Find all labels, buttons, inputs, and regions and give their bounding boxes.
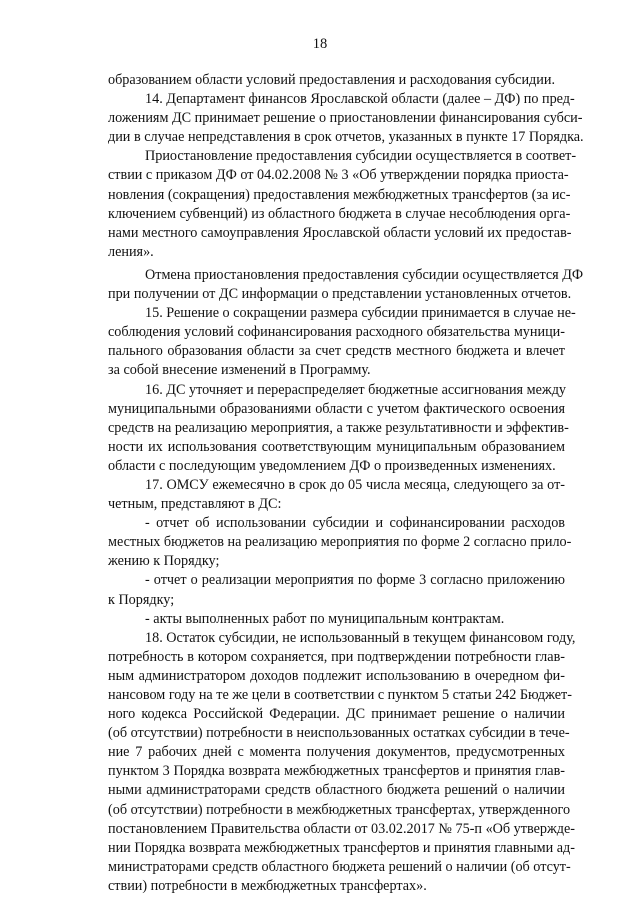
- text-line: - акты выполненных работ по муниципальным контрактам.: [145, 610, 505, 627]
- text-line: ности их использования соответствующим муниципальным образованием: [108, 438, 565, 455]
- paragraph-p14b: [108, 147, 577, 262]
- paragraph-p18: [108, 629, 576, 896]
- text-line: области с последующим уведомлением ДФ о произведенных изменениях.: [108, 457, 556, 474]
- text-line: соблюдения условий софинансирования расходного обязательства муници-: [108, 324, 565, 341]
- paragraph-p0: [108, 71, 565, 90]
- paragraph-p17b: [108, 571, 565, 609]
- text-line: ствии) потребности в межбюджетных трансфертах».: [108, 877, 427, 894]
- text-line: пунктом 3 Порядка возврата межбюджетных трансфертов и принятия глав-: [108, 763, 565, 780]
- text-line: (об отсутствии) потребности в межбюджетных трансфертах, утвержденного: [108, 801, 571, 818]
- text-line: местных бюджетов на реализацию мероприятия по форме 2 согласно прило-: [108, 534, 572, 551]
- text-line: Отмена приостановления предоставления субсидии осуществляется ДФ: [145, 266, 584, 283]
- text-line: ствии с приказом ДФ от 04.02.2008 № 3 «Об утверждении порядка приоста-: [108, 167, 569, 184]
- text-line: 16. ДС уточняет и перераспределяет бюджетные ассигнования между: [145, 381, 567, 398]
- paragraph-p14: [108, 90, 584, 147]
- text-line: жению к Порядку;: [108, 553, 220, 570]
- text-line: - отчет об использовании субсидии и софинансировании расходов: [145, 515, 565, 532]
- text-line: за собой внесение изменений в Программу.: [108, 362, 371, 379]
- paragraph-p17: [108, 476, 565, 514]
- text-line: ления».: [108, 243, 154, 260]
- text-line: ложениям ДС принимает решение о приостановлении финансирования субси-: [108, 110, 583, 127]
- page-number: 18: [312, 36, 328, 52]
- text-line: дии в случае непредставления в срок отчетов, указанных в пункте 17 Порядка.: [108, 129, 584, 146]
- text-line: нансовом году на те же цели в соответствии с пунктом 5 статьи 242 Бюджет-: [108, 687, 572, 703]
- text-line: (об отсутствии) потребности в неиспользованных остатках субсидии в тече-: [108, 725, 570, 742]
- document-body: [108, 71, 584, 896]
- text-line: министраторами средств областного бюджета решений о наличии (об отсут-: [108, 858, 571, 875]
- text-line: четным, представляют в ДС:: [108, 496, 282, 513]
- text-line: пального образования области за счет средств местного бюджета и влечет: [108, 343, 565, 360]
- text-line: средств на реализацию мероприятия, а также результативности и эффектив-: [108, 419, 569, 436]
- text-line: 18. Остаток субсидии, не использованный в текущем финансовом году,: [145, 629, 576, 646]
- text-line: 15. Решение о сокращении размера субсидии принимается в случае не-: [145, 305, 576, 322]
- text-line: ным администратором доходов подлежит использованию в очередном фи-: [108, 667, 565, 684]
- text-line: нии Порядка возврата межбюджетных трансфертов и принятия главными ад-: [108, 839, 575, 856]
- text-line: потребность в котором сохраняется, при подтверждении потребности глав-: [108, 648, 565, 665]
- text-line: муниципальными образованиями области с учетом фактического освоения: [108, 400, 565, 417]
- text-line: образованием области условий предоставления и расходования субсидии.: [108, 72, 556, 88]
- text-line: 14. Департамент финансов Ярославской области (далее – ДФ) по пред-: [145, 91, 575, 108]
- paragraph-p16: [108, 381, 569, 476]
- paragraph-p14c: [108, 266, 584, 304]
- paragraph-p15: [108, 304, 576, 380]
- text-line: Приостановление предоставления субсидии осуществляется в соответ-: [145, 148, 577, 165]
- text-line: ного кодекса Российской Федерации. ДС принимает решение о наличии: [108, 706, 565, 723]
- text-line: новления (сокращения) предоставления межбюджетных трансфертов (за ис-: [108, 186, 571, 203]
- text-line: при получении от ДС информации о представлении установленных отчетов.: [108, 286, 572, 303]
- text-line: ключением субвенций) из областного бюджета в случае несоблюдения орга-: [108, 205, 571, 222]
- paragraph-p17c: [108, 610, 565, 629]
- text-line: - отчет о реализации мероприятия по форме 3 согласно приложению: [145, 572, 565, 589]
- text-line: к Порядку;: [108, 591, 175, 608]
- text-line: ние 7 рабочих дней с момента получения документов, предусмотренных: [108, 744, 565, 761]
- text-line: постановлением Правительства области от 03.02.2017 № 75-п «Об утвержде-: [108, 820, 576, 837]
- paragraph-p17a: [108, 514, 572, 571]
- text-line: нами местного самоуправления Ярославской области условий их предостав-: [108, 224, 572, 241]
- text-line: ными администраторами средств областного бюджета решений о наличии: [108, 782, 565, 799]
- text-line: 17. ОМСУ ежемесячно в срок до 05 числа месяца, следующего за от-: [145, 476, 565, 493]
